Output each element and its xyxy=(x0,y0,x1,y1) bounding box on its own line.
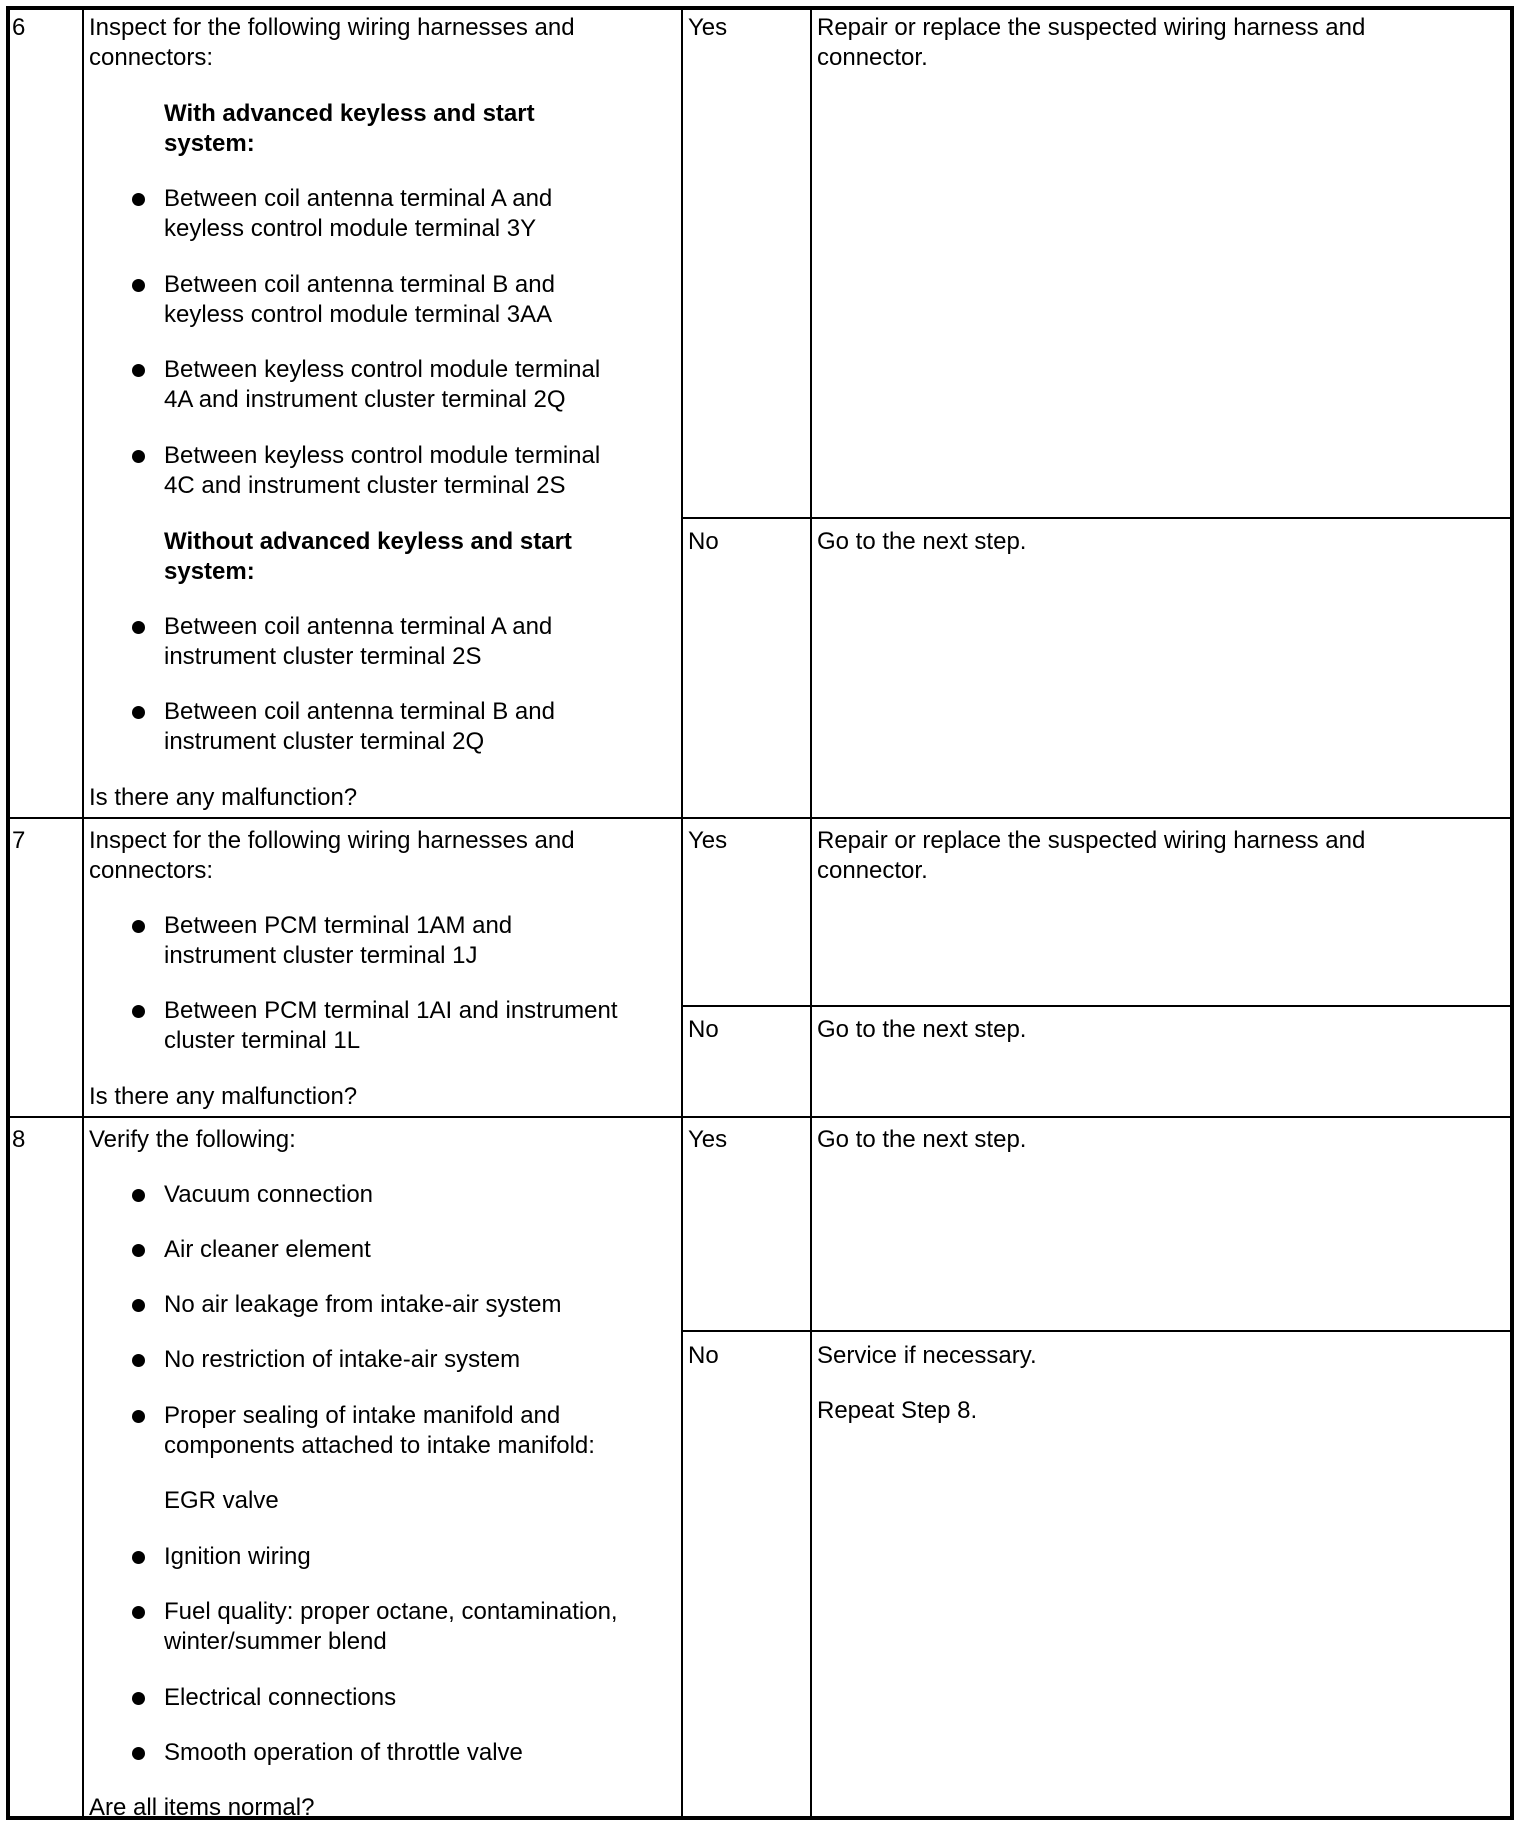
list-item: Proper sealing of intake manifold and xyxy=(164,1402,561,1429)
action-text: Repeat Step 8. xyxy=(817,1397,978,1424)
list-item: Smooth operation of throttle valve xyxy=(164,1739,523,1766)
list-item: Electrical connections xyxy=(164,1684,397,1711)
bullet-icon xyxy=(132,1354,145,1367)
bullet-icon xyxy=(132,1189,145,1202)
action-text: Repair or replace the suspected wiring harness and xyxy=(817,827,1366,854)
bullet-icon xyxy=(132,279,145,292)
list-item: Between keyless control module terminal xyxy=(164,356,601,383)
result-no: No xyxy=(688,1342,719,1369)
column-divider-step xyxy=(82,6,84,1820)
bullet-icon xyxy=(132,1005,145,1018)
yes-no-divider-step-7 xyxy=(681,1005,1514,1007)
result-yes: Yes xyxy=(688,827,728,854)
bullet-icon xyxy=(132,1692,145,1705)
row-divider-step-7-8 xyxy=(6,1116,1514,1118)
group-heading: system: xyxy=(164,558,255,585)
step-instruction: connectors: xyxy=(89,857,214,884)
action-text: Go to the next step. xyxy=(817,1126,1027,1153)
bullet-icon xyxy=(132,450,145,463)
step-question: Is there any malfunction? xyxy=(89,1083,358,1110)
list-item: Fuel quality: proper octane, contamination, xyxy=(164,1598,618,1625)
list-item: Between keyless control module terminal xyxy=(164,442,601,469)
action-text: Go to the next step. xyxy=(817,1016,1027,1043)
list-item: instrument cluster terminal 2S xyxy=(164,643,482,670)
list-item: keyless control module terminal 3Y xyxy=(164,215,537,242)
list-item: Between coil antenna terminal B and xyxy=(164,698,555,725)
list-item: Between coil antenna terminal A and xyxy=(164,613,553,640)
step-instruction: Inspect for the following wiring harnesses and xyxy=(89,14,575,41)
column-divider-result xyxy=(810,6,812,1820)
action-text: connector. xyxy=(817,857,928,884)
result-no: No xyxy=(688,1016,719,1043)
list-item: winter/summer blend xyxy=(164,1628,387,1655)
list-item: Between PCM terminal 1AI and instrument xyxy=(164,997,618,1024)
action-text: Service if necessary. xyxy=(817,1342,1037,1369)
step-instruction: Inspect for the following wiring harnesses and xyxy=(89,827,575,854)
action-text: Repair or replace the suspected wiring harness and xyxy=(817,14,1366,41)
step-instruction: connectors: xyxy=(89,44,214,71)
row-divider-step-6-7 xyxy=(6,817,1514,819)
list-item: Ignition wiring xyxy=(164,1543,311,1570)
list-item: 4A and instrument cluster terminal 2Q xyxy=(164,386,566,413)
list-item: instrument cluster terminal 1J xyxy=(164,942,478,969)
bullet-icon xyxy=(132,706,145,719)
bullet-icon xyxy=(132,1551,145,1564)
bullet-icon xyxy=(132,193,145,206)
list-item: Between PCM terminal 1AM and xyxy=(164,912,513,939)
list-item: Between coil antenna terminal B and xyxy=(164,271,555,298)
result-yes: Yes xyxy=(688,1126,728,1153)
list-item: keyless control module terminal 3AA xyxy=(164,301,553,328)
result-yes: Yes xyxy=(688,14,728,41)
result-no: No xyxy=(688,528,719,555)
bullet-icon xyxy=(132,364,145,377)
bullet-icon xyxy=(132,621,145,634)
bullet-icon xyxy=(132,1244,145,1257)
sub-note: EGR valve xyxy=(164,1487,279,1514)
step-question: Are all items normal? xyxy=(89,1794,315,1821)
list-item: 4C and instrument cluster terminal 2S xyxy=(164,472,566,499)
list-item: Air cleaner element xyxy=(164,1236,371,1263)
bullet-icon xyxy=(132,1299,145,1312)
list-item: instrument cluster terminal 2Q xyxy=(164,728,485,755)
list-item: Between coil antenna terminal A and xyxy=(164,185,553,212)
yes-no-divider-step-6 xyxy=(681,517,1514,519)
step-question: Is there any malfunction? xyxy=(89,784,358,811)
list-item: No air leakage from intake-air system xyxy=(164,1291,562,1318)
list-item: cluster terminal 1L xyxy=(164,1027,361,1054)
action-text: Go to the next step. xyxy=(817,528,1027,555)
yes-no-divider-step-8 xyxy=(681,1330,1514,1332)
action-text: connector. xyxy=(817,44,928,71)
step-number: 8 xyxy=(12,1126,26,1153)
step-number: 7 xyxy=(12,827,26,854)
bullet-icon xyxy=(132,920,145,933)
list-item: No restriction of intake-air system xyxy=(164,1346,521,1373)
group-heading: Without advanced keyless and start xyxy=(164,528,572,555)
step-number: 6 xyxy=(12,14,26,41)
bullet-icon xyxy=(132,1747,145,1760)
list-item: Vacuum connection xyxy=(164,1181,374,1208)
bullet-icon xyxy=(132,1606,145,1619)
bullet-icon xyxy=(132,1410,145,1423)
list-item: components attached to intake manifold: xyxy=(164,1432,595,1459)
step-instruction: Verify the following: xyxy=(89,1126,296,1153)
column-divider-action xyxy=(681,6,683,1820)
group-heading: system: xyxy=(164,130,255,157)
group-heading: With advanced keyless and start xyxy=(164,100,535,127)
